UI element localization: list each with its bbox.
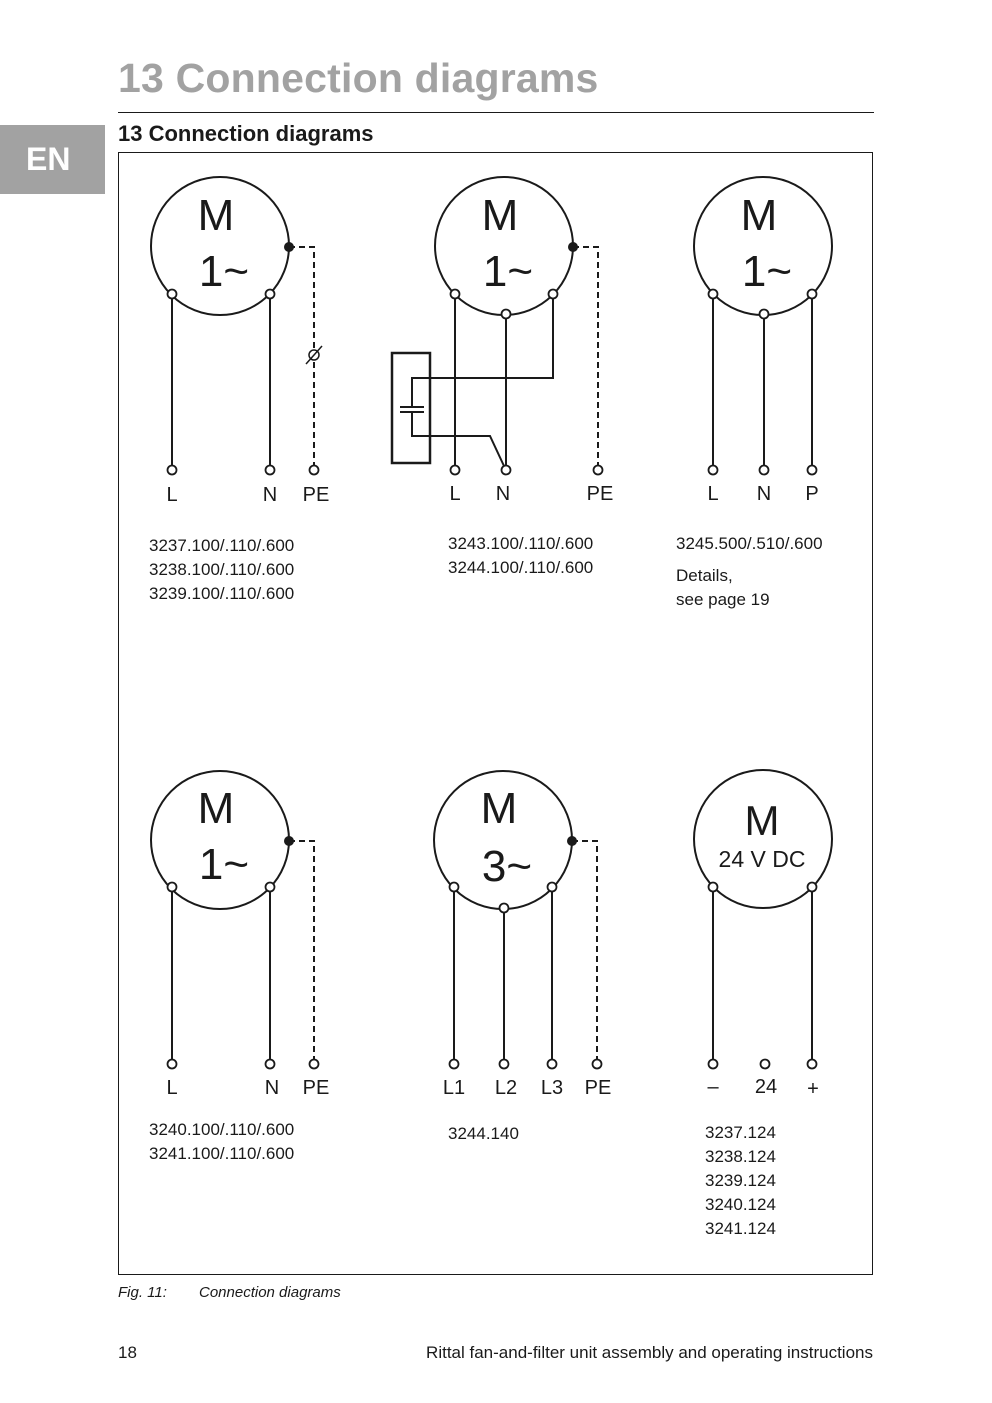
terminal-circle xyxy=(808,290,817,299)
wire-pe xyxy=(572,841,597,1060)
terminal-circle xyxy=(760,310,769,319)
diagram-3 xyxy=(694,177,832,505)
terminal-circle xyxy=(310,466,319,475)
model-number: 3245.500/.510/.600 xyxy=(676,534,823,553)
terminal-label: N xyxy=(756,483,772,505)
model-number: 3241.124 xyxy=(705,1219,776,1238)
terminal-circle xyxy=(548,1060,557,1069)
terminal-label: L xyxy=(166,484,178,506)
details-note: see page 19 xyxy=(676,590,770,609)
terminal-label: PE xyxy=(302,1077,330,1099)
page-title: 13 Connection diagrams xyxy=(118,55,599,101)
pe-tap-dot xyxy=(285,837,294,846)
terminal-circle xyxy=(500,904,509,913)
motor-label: M xyxy=(197,191,235,240)
terminal-circle xyxy=(808,883,817,892)
terminal-circle xyxy=(502,466,511,475)
model-number: 3238.100/.110/.600 xyxy=(149,560,295,579)
terminal-label: P xyxy=(805,483,819,505)
pe-tap-dot xyxy=(569,243,578,252)
model-list-3 xyxy=(676,532,823,612)
terminal-circle xyxy=(266,290,275,299)
model-list-2 xyxy=(448,532,593,580)
terminal-circle xyxy=(709,883,718,892)
terminal-circle xyxy=(168,290,177,299)
terminal-label: L xyxy=(166,1077,178,1099)
motor-type: 1~ xyxy=(482,247,534,296)
motor-type: 1~ xyxy=(741,247,793,296)
model-number: 3239.100/.110/.600 xyxy=(149,584,295,603)
terminal-circle xyxy=(761,1060,770,1069)
terminal-circle xyxy=(808,466,817,475)
diagram-6 xyxy=(694,770,832,1100)
terminal-circle xyxy=(709,466,718,475)
model-number: 3243.100/.110/.600 xyxy=(448,534,594,553)
model-number: 3241.100/.110/.600 xyxy=(149,1144,295,1163)
terminal-circle xyxy=(266,1060,275,1069)
model-list-1 xyxy=(149,534,294,606)
model-list-4 xyxy=(149,1118,294,1166)
terminal-circle xyxy=(549,290,558,299)
terminal-label: L xyxy=(707,483,719,505)
model-number: 3244.140 xyxy=(448,1124,519,1143)
motor-label: M xyxy=(481,191,519,240)
wire-cap xyxy=(412,411,504,466)
terminal-circle xyxy=(500,1060,509,1069)
page-number: 18 xyxy=(118,1343,137,1362)
terminal-label: 24 xyxy=(754,1076,778,1098)
terminal-circle xyxy=(450,1060,459,1069)
model-number: 3238.124 xyxy=(705,1147,776,1166)
terminal-circle xyxy=(502,310,511,319)
model-list-5 xyxy=(448,1122,519,1146)
figure-title: Connection diagrams xyxy=(199,1284,341,1301)
diagram-5 xyxy=(434,771,611,1099)
terminal-label: L xyxy=(449,483,461,505)
section-heading: 13 Connection diagrams xyxy=(118,121,374,146)
terminal-circle xyxy=(266,883,275,892)
terminal-circle xyxy=(548,883,557,892)
pe-tap-dot xyxy=(285,243,294,252)
earth-fuse-icon xyxy=(306,346,322,364)
terminal-label: N xyxy=(264,1077,280,1099)
motor-type: 1~ xyxy=(198,840,250,889)
model-number: 3244.100/.110/.600 xyxy=(448,558,594,577)
motor-type: 3~ xyxy=(481,842,533,891)
wire-pe xyxy=(289,841,314,1060)
footer-doc-title: Rittal fan-and-filter unit assembly and operating instructions xyxy=(426,1343,873,1362)
terminal-circle xyxy=(594,466,603,475)
model-number: 3240.124 xyxy=(705,1195,776,1214)
model-number: 3237.124 xyxy=(705,1123,776,1142)
terminal-circle xyxy=(266,466,275,475)
details-note: Details, xyxy=(676,566,733,585)
terminal-label: PE xyxy=(302,484,330,506)
diagram-1 xyxy=(151,177,329,506)
terminal-circle xyxy=(310,1060,319,1069)
terminal-circle xyxy=(451,290,460,299)
figure-number: Fig. 11: xyxy=(118,1284,167,1301)
terminal-circle xyxy=(451,466,460,475)
model-number: 3239.124 xyxy=(705,1171,776,1190)
model-number: 3240.100/.110/.600 xyxy=(149,1120,295,1139)
diagram-4 xyxy=(151,771,329,1099)
terminal-circle xyxy=(450,883,459,892)
terminal-circle xyxy=(808,1060,817,1069)
terminal-circle xyxy=(760,466,769,475)
wire-pe xyxy=(573,247,598,466)
figure-caption xyxy=(118,1284,341,1301)
terminal-circle xyxy=(593,1060,602,1069)
diagram-2 xyxy=(392,177,613,505)
terminal-circle xyxy=(168,1060,177,1069)
terminal-label: L1 xyxy=(442,1077,466,1099)
terminal-label: + xyxy=(807,1078,819,1100)
terminal-circle xyxy=(168,466,177,475)
model-number: 3237.100/.110/.600 xyxy=(149,536,295,555)
motor-label: M xyxy=(480,784,518,833)
motor-label: M xyxy=(740,191,778,240)
terminal-label: N xyxy=(262,484,278,506)
terminal-label: N xyxy=(495,483,511,505)
language-tab: EN xyxy=(0,125,105,194)
model-list-6 xyxy=(705,1121,776,1241)
motor-type: 24 V DC xyxy=(718,846,806,872)
motor-label: M xyxy=(197,784,235,833)
terminal-label: PE xyxy=(586,483,614,505)
terminal-label: – xyxy=(707,1076,719,1098)
terminal-circle xyxy=(709,290,718,299)
terminal-circle xyxy=(168,883,177,892)
terminal-label: L2 xyxy=(494,1077,518,1099)
motor-type: 1~ xyxy=(198,247,250,296)
motor-label: M xyxy=(744,797,780,844)
terminal-label: PE xyxy=(584,1077,612,1099)
terminal-label: L3 xyxy=(540,1077,564,1099)
pe-tap-dot xyxy=(568,837,577,846)
terminal-circle xyxy=(709,1060,718,1069)
